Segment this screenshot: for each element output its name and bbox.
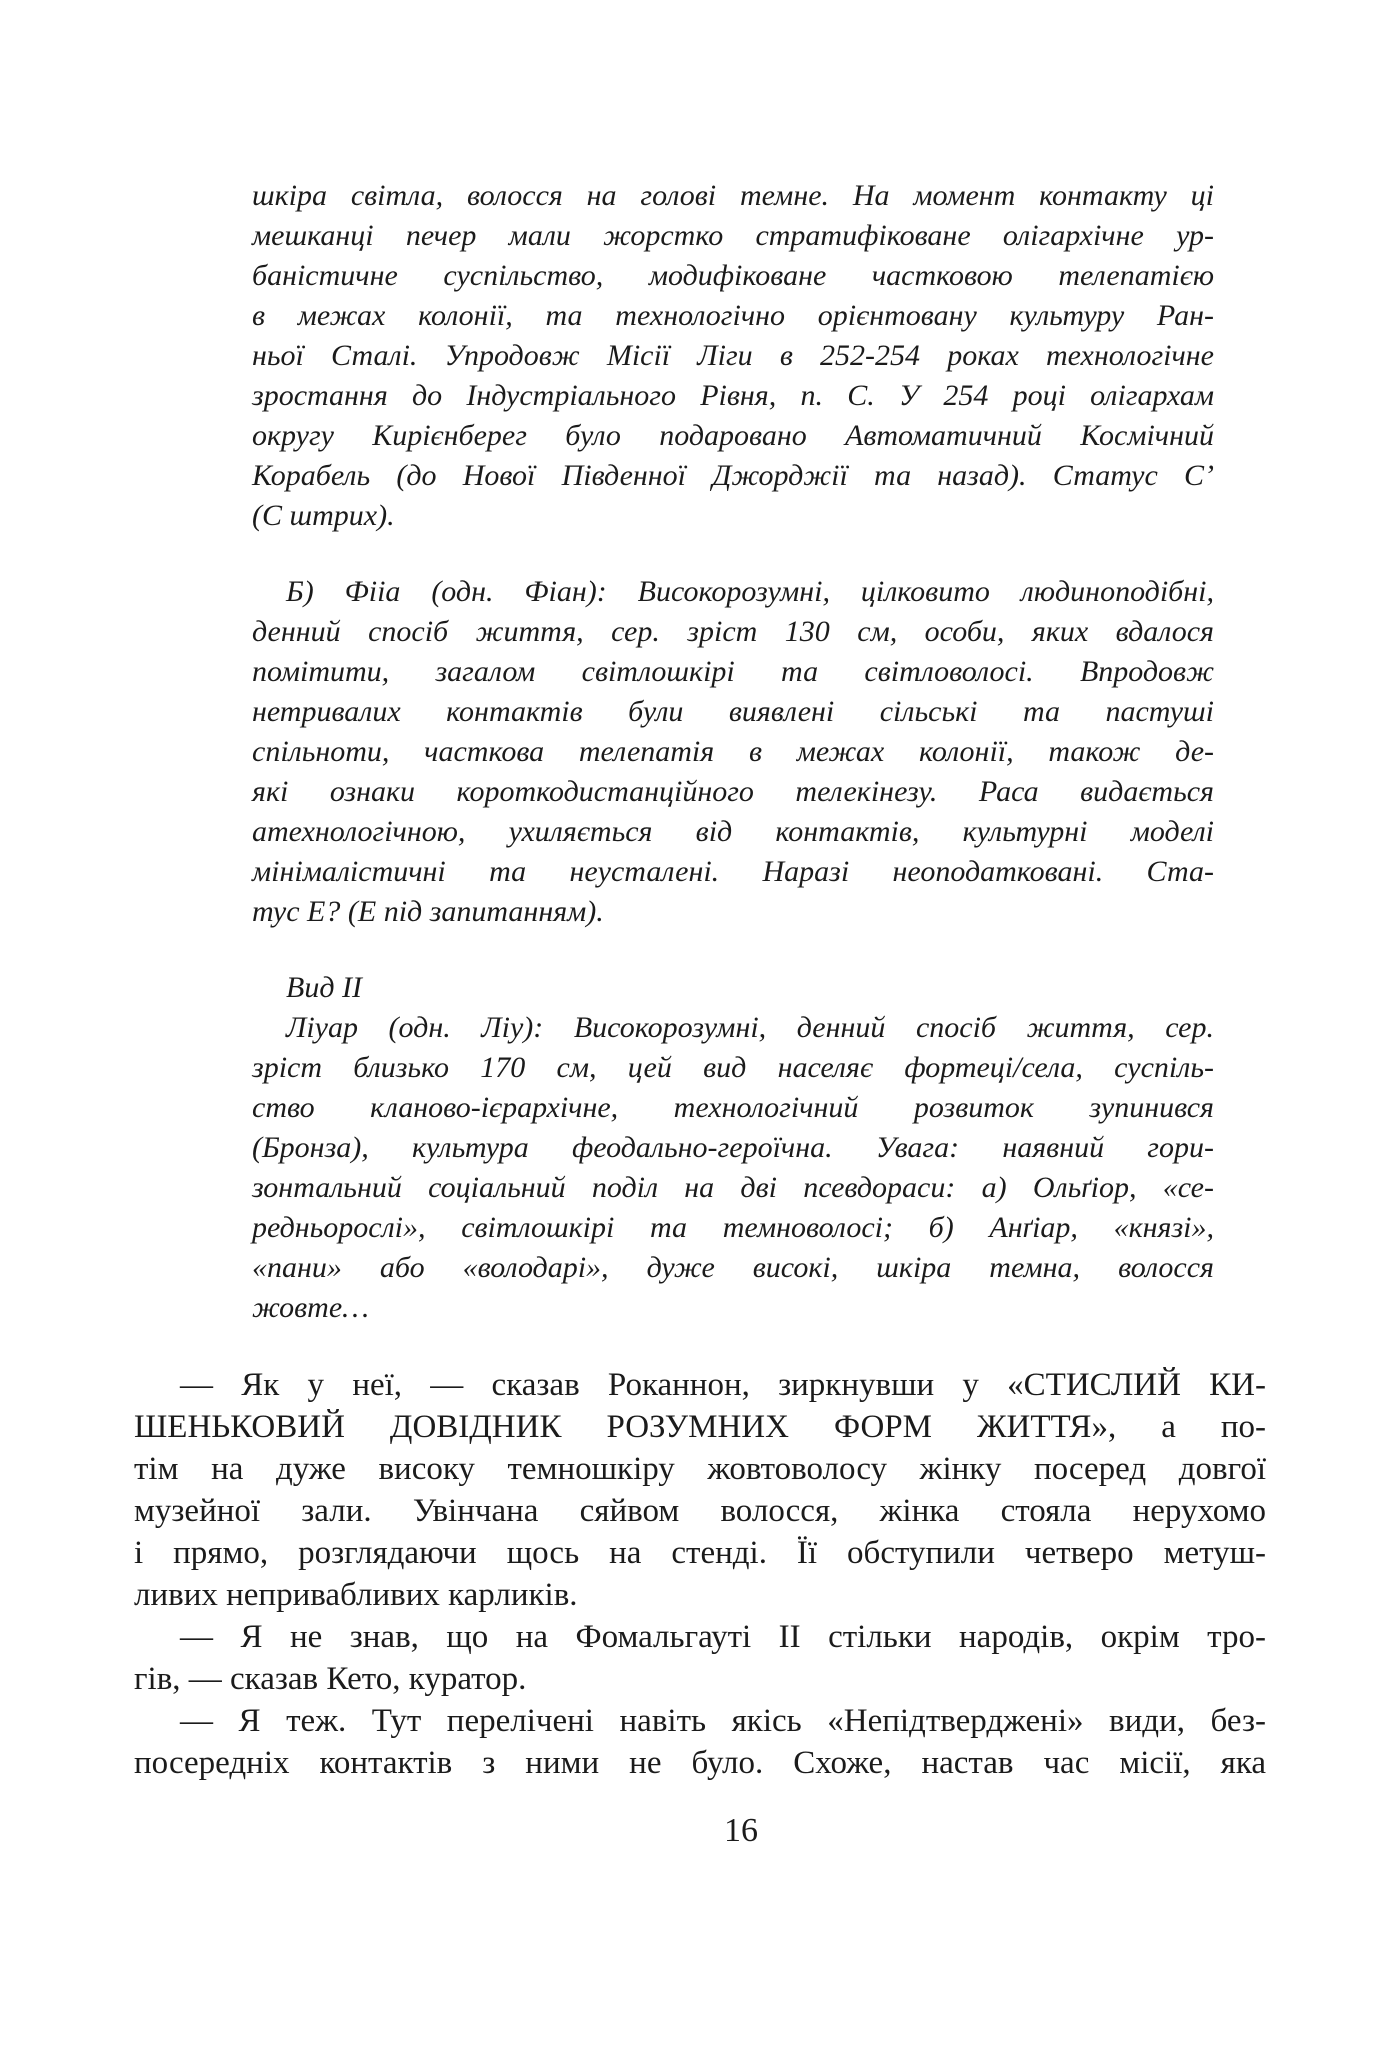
text-line: атехнологічною, ухиляється від контактів, культурні моделі	[252, 815, 1214, 848]
text-line: посередніх контактів з ними не було. Схоже, настав час місії, яка	[134, 1745, 1266, 1781]
text-line: і прямо, розглядаючи щось на стенді. Її обступили четверо метуш-	[134, 1535, 1266, 1571]
text-line: — Я не знав, що на Фомальгауті II стільки народів, окрім тро-	[180, 1619, 1266, 1655]
text-line: — Я теж. Тут перелічені навіть якісь «Непідтверджені» види, без-	[180, 1703, 1266, 1739]
text-line: мешканці печер мали жорстко стратифіковане олігархічне ур-	[252, 219, 1214, 252]
paragraph	[252, 1008, 1214, 1328]
paragraph	[252, 968, 1214, 1008]
text-line: гів, — сказав Кето, куратор.	[134, 1661, 527, 1697]
text-line: в межах колонії, та технологічно орієнтовану культуру Ран-	[252, 299, 1214, 332]
text-line: музейної зали. Увінчана сяйвом волосся, жінка стояла нерухомо	[134, 1493, 1266, 1529]
text-line: мінімалістичні та неусталені. Наразі неоподатковані. Ста-	[252, 855, 1214, 888]
text-line: зростання до Індустріального Рівня, п. С. У 254 році олігархам	[252, 379, 1214, 412]
text-line: ство кланово-ієрархічне, технологічний розвиток зупинився	[252, 1091, 1214, 1124]
paragraph	[134, 1616, 1266, 1700]
paragraph	[252, 176, 1214, 536]
text-line: денний спосіб життя, сер. зріст 130 см, особи, яких вдалося	[252, 615, 1214, 648]
text-line: тім на дуже високу темношкіру жовтоволосу жінку посеред довгої	[134, 1451, 1266, 1487]
paragraph	[134, 1700, 1266, 1784]
page-number: 16	[724, 1812, 758, 1849]
text-line: шкіра світла, волосся на голові темне. На момент контакту ці	[252, 179, 1214, 212]
text-line: баністичне суспільство, модифіковане частковою телепатією	[252, 259, 1214, 292]
text-line: — Як у неї, — сказав Роканнон, зиркнувши у «СТИСЛИЙ КИ-	[180, 1367, 1266, 1403]
text-line: ливих непривабливих карликів.	[134, 1577, 578, 1613]
text-line: (С штрих).	[252, 499, 395, 532]
text-line: Корабель (до Нової Південної Джорджії та назад). Статус С’	[252, 459, 1214, 492]
text-line: ньої Сталі. Упродовж Місії Ліги в 252-254 роках технологічне	[252, 339, 1214, 372]
paragraph	[252, 572, 1214, 932]
text-line: «пани» або «володарі», дуже високі, шкіра темна, волосся	[252, 1251, 1214, 1284]
text-line: Ліуар (одн. Ліу): Високорозумні, денний спосіб життя, сер.	[286, 1011, 1214, 1044]
narrative-block	[134, 1364, 1266, 1784]
text-line: жовте…	[252, 1291, 369, 1324]
text-line: редньорослі», світлошкірі та темноволосі; б) Анґіар, «князі»,	[252, 1211, 1214, 1244]
text-line: ШЕНЬКОВИЙ ДОВІДНИК РОЗУМНИХ ФОРМ ЖИТТЯ», а по-	[134, 1409, 1266, 1445]
text-line: спільноти, часткова телепатія в межах колонії, також де-	[252, 735, 1214, 768]
text-line: Вид II	[286, 971, 362, 1004]
text-line: нетривалих контактів були виявлені сільські та пастуші	[252, 695, 1214, 728]
paragraph	[134, 1364, 1266, 1616]
text-line: зріст близько 170 см, цей вид населяє фортеці/села, суспіль-	[252, 1051, 1214, 1084]
text-line: округу Кирієнберег було подаровано Автоматичний Космічний	[252, 419, 1214, 452]
text-line: тус Е? (Е під запитанням).	[252, 895, 604, 928]
guide-excerpt-block	[252, 176, 1214, 1328]
text-line: зонтальний соціальний поділ на дві псевдораси: а) Ольґіор, «се-	[252, 1171, 1214, 1204]
text-line: які ознаки короткодистанційного телекінезу. Раса видається	[252, 775, 1214, 808]
text-line: (Бронза), культура феодально-героїчна. Увага: наявний гори-	[252, 1131, 1214, 1164]
text-line: помітити, загалом світлошкірі та світловолосі. Впродовж	[252, 655, 1214, 688]
text-line: Б) Фііа (одн. Фіан): Високорозумні, цілковито людиноподібні,	[286, 575, 1214, 608]
